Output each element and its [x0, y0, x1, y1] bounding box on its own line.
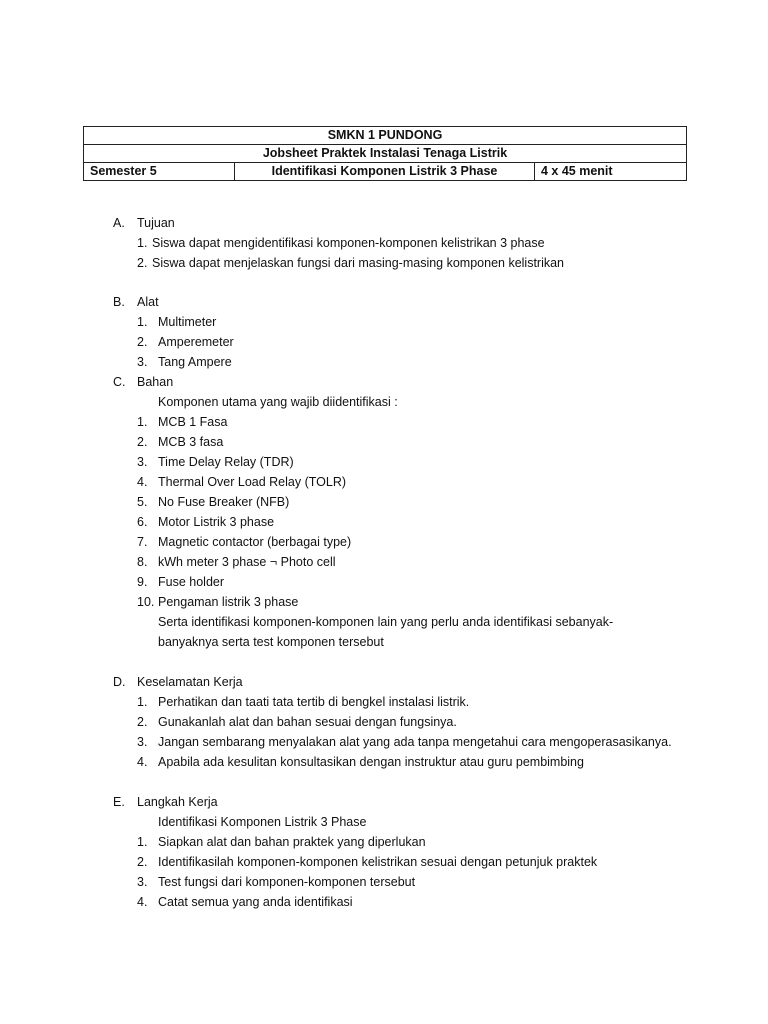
list-item	[0, 452, 768, 472]
header-table	[83, 126, 687, 181]
section-letter: B.	[113, 295, 125, 309]
section-c-heading	[0, 372, 768, 392]
list-item	[0, 332, 768, 352]
item-number: 8.	[137, 555, 148, 569]
list-item	[0, 432, 768, 452]
item-text: No Fuse Breaker (NFB)	[158, 495, 290, 509]
list-item	[0, 552, 768, 572]
list-item	[0, 592, 768, 612]
item-text: Identifikasilah komponen-komponen kelistrikan sesuai dengan petunjuk praktek	[158, 855, 598, 869]
list-item	[0, 752, 768, 772]
semester-cell: Semester 5	[84, 163, 235, 181]
list-item	[0, 732, 768, 752]
section-title: Alat	[137, 295, 159, 309]
item-text: Test fungsi dari komponen-komponen tersebut	[158, 875, 416, 889]
item-number: 1.	[137, 415, 148, 429]
item-text: Amperemeter	[158, 335, 234, 349]
section-title: Tujuan	[137, 216, 175, 230]
item-text: Gunakanlah alat dan bahan sesuai dengan fungsinya.	[158, 715, 457, 729]
header-row-jobsheet	[84, 145, 687, 163]
section-d-heading	[0, 672, 768, 692]
item-number: 3.	[137, 455, 148, 469]
list-item	[0, 233, 768, 253]
item-number: 1.	[137, 695, 148, 709]
item-text: Fuse holder	[158, 575, 225, 589]
item-number: 3.	[137, 875, 148, 889]
item-text: Thermal Over Load Relay (TOLR)	[158, 475, 347, 489]
section-letter: A.	[113, 216, 125, 230]
outro-text-line-2: banyaknya serta test komponen tersebut	[158, 635, 384, 649]
intro-text: Identifikasi Komponen Listrik 3 Phase	[158, 815, 367, 829]
list-item	[0, 832, 768, 852]
item-text: Siswa dapat menjelaskan fungsi dari masing-masing komponen kelistrikan	[152, 256, 565, 270]
item-number: 5.	[137, 495, 148, 509]
item-number: 1.	[137, 236, 148, 250]
item-number: 1.	[137, 315, 148, 329]
item-number: 3.	[137, 355, 148, 369]
section-intro	[0, 812, 768, 832]
item-number: 10.	[137, 595, 155, 609]
item-number: 2.	[137, 715, 148, 729]
section-letter: D.	[113, 675, 126, 689]
item-text: kWh meter 3 phase ¬ Photo cell	[158, 555, 336, 569]
item-number: 1.	[137, 835, 148, 849]
list-item	[0, 472, 768, 492]
list-item	[0, 872, 768, 892]
item-number: 7.	[137, 535, 148, 549]
list-item	[0, 412, 768, 432]
list-item	[0, 512, 768, 532]
item-number: 9.	[137, 575, 148, 589]
item-text: Tang Ampere	[158, 355, 232, 369]
list-item	[0, 532, 768, 552]
item-text: Perhatikan dan taati tata tertib di bengkel instalasi listrik.	[158, 695, 470, 709]
item-text: MCB 3 fasa	[158, 435, 224, 449]
section-a-heading	[0, 213, 768, 233]
header-row-school	[84, 127, 687, 145]
section-letter: C.	[113, 375, 126, 389]
list-item	[0, 712, 768, 732]
section-outro	[0, 612, 768, 632]
list-item	[0, 352, 768, 372]
intro-text: Komponen utama yang wajib diidentifikasi :	[158, 395, 398, 409]
item-number: 4.	[137, 895, 148, 909]
item-text: Time Delay Relay (TDR)	[158, 455, 294, 469]
item-text: Catat semua yang anda identifikasi	[158, 895, 353, 909]
section-title: Langkah Kerja	[137, 795, 218, 809]
school-name: SMKN 1 PUNDONG	[84, 127, 687, 145]
section-outro	[0, 632, 768, 652]
item-text: MCB 1 Fasa	[158, 415, 228, 429]
item-number: 2.	[137, 855, 148, 869]
item-text: Multimeter	[158, 315, 217, 329]
item-text: Siapkan alat dan bahan praktek yang diperlukan	[158, 835, 426, 849]
section-title: Keselamatan Kerja	[137, 675, 243, 689]
item-number: 6.	[137, 515, 148, 529]
item-number: 2.	[137, 435, 148, 449]
list-item	[0, 253, 768, 273]
section-b-heading	[0, 292, 768, 312]
list-item	[0, 852, 768, 872]
item-text: Pengaman listrik 3 phase	[158, 595, 299, 609]
item-number: 3.	[137, 735, 148, 749]
item-number: 2.	[137, 335, 148, 349]
item-number: 2.	[137, 256, 148, 270]
item-number: 4.	[137, 755, 148, 769]
section-letter: E.	[113, 795, 125, 809]
list-item	[0, 492, 768, 512]
item-text: Jangan sembarang menyalakan alat yang ada tanpa mengetahui cara mengoperasasikanya.	[158, 735, 672, 749]
item-text: Magnetic contactor (berbagai type)	[158, 535, 352, 549]
section-intro	[0, 392, 768, 412]
list-item	[0, 312, 768, 332]
header-row-details	[84, 163, 687, 181]
jobsheet-title: Jobsheet Praktek Instalasi Tenaga Listrik	[84, 145, 687, 163]
duration-cell: 4 x 45 menit	[535, 163, 687, 181]
item-text: Siswa dapat mengidentifikasi komponen-komponen kelistrikan 3 phase	[152, 236, 545, 250]
section-e-heading	[0, 792, 768, 812]
section-title: Bahan	[137, 375, 174, 389]
item-text: Motor Listrik 3 phase	[158, 515, 275, 529]
topic-cell: Identifikasi Komponen Listrik 3 Phase	[235, 163, 535, 181]
list-item	[0, 572, 768, 592]
item-text: Apabila ada kesulitan konsultasikan dengan instruktur atau guru pembimbing	[158, 755, 584, 769]
list-item	[0, 892, 768, 912]
outro-text-line-1: Serta identifikasi komponen-komponen lain yang perlu anda identifikasi sebanyak-	[158, 615, 614, 629]
item-number: 4.	[137, 475, 148, 489]
list-item	[0, 692, 768, 712]
